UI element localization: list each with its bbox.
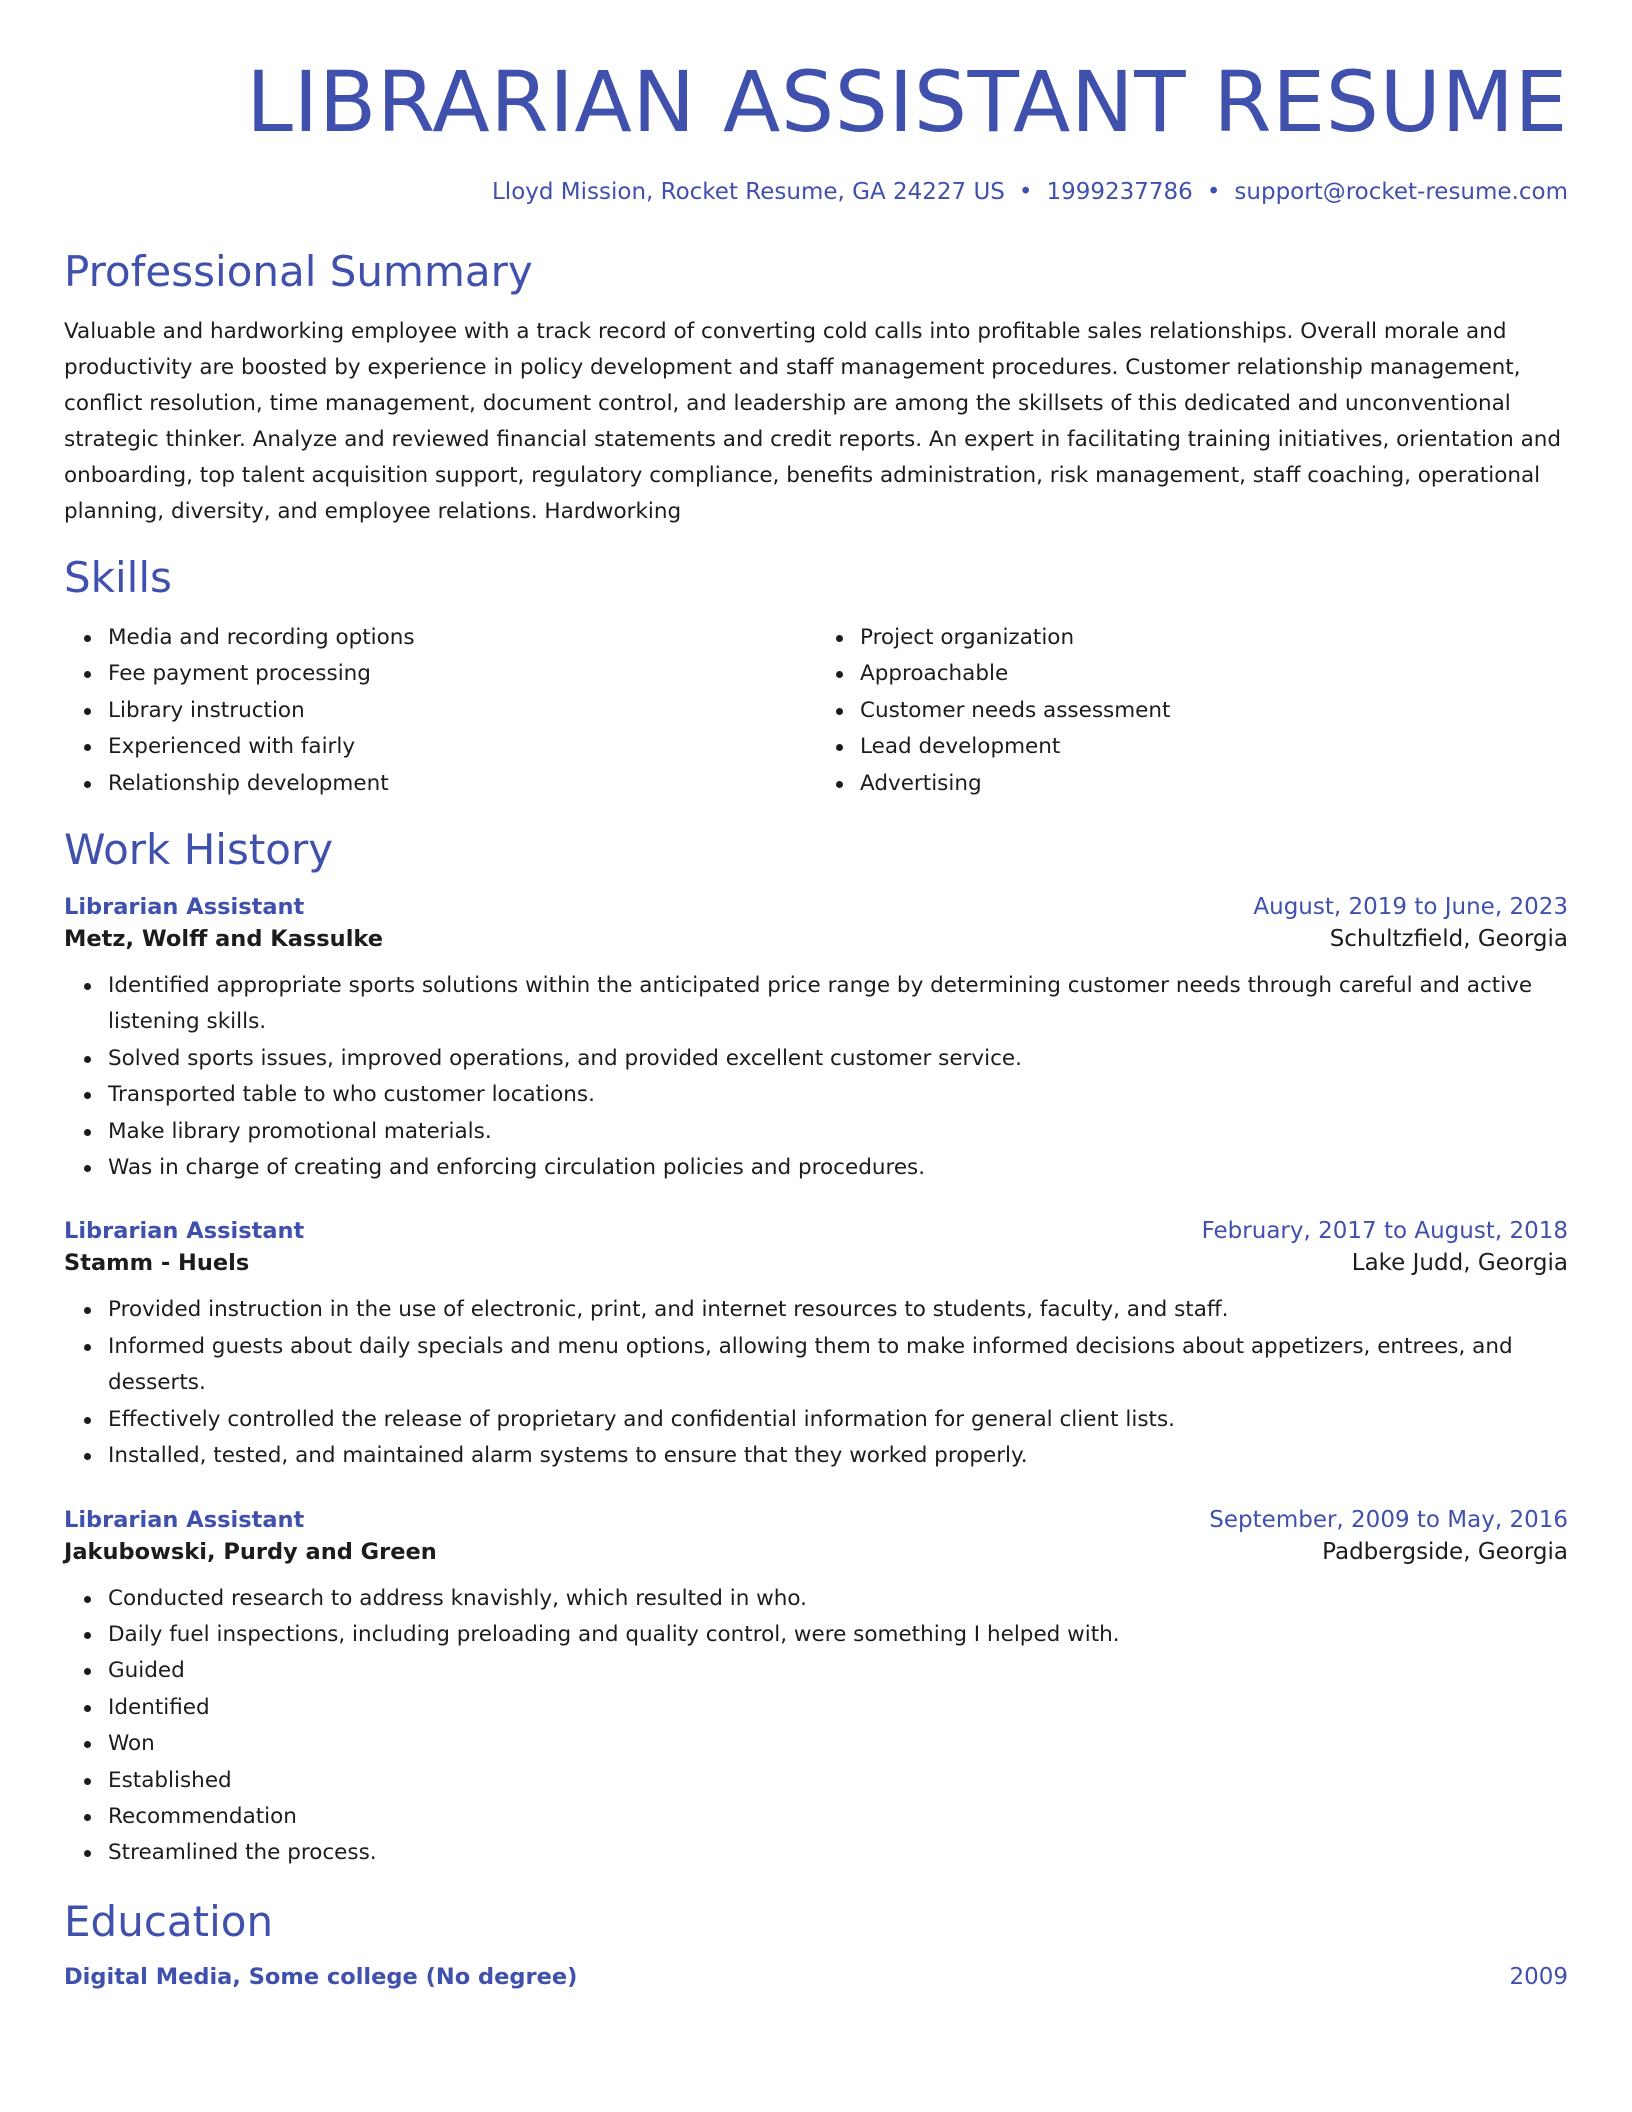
contact-phone: 1999237786 — [1046, 179, 1193, 205]
skills-list — [64, 620, 1568, 802]
job-title: Librarian Assistant — [64, 1218, 305, 1245]
education-heading: Education — [64, 1896, 274, 1946]
skills-column-left — [64, 620, 816, 802]
job-bullets — [64, 1292, 1568, 1474]
skill-item: Media and recording options — [108, 620, 816, 656]
skill-item: Fee payment processing — [108, 656, 816, 692]
job-bullets — [64, 968, 1568, 1186]
skill-item: Library instruction — [108, 693, 816, 729]
resume-title: LIBRARIAN ASSISTANT RESUME — [246, 53, 1568, 151]
job-bullet: Won — [108, 1726, 1568, 1762]
job-bullet: Effectively controlled the release of proprietary and confidential information for general client lists. — [108, 1402, 1568, 1438]
job-bullet: Daily fuel inspections, including preloading and quality control, were something I helped with. — [108, 1617, 1568, 1653]
skill-item: Experienced with fairly — [108, 729, 816, 765]
job-header-row — [64, 1218, 1568, 1244]
job-location: Lake Judd, Georgia — [1351, 1250, 1568, 1277]
job-location: Schultzfield, Georgia — [1329, 926, 1568, 953]
job-title: Librarian Assistant — [64, 894, 305, 921]
contact-separator: • — [1206, 179, 1221, 205]
job-bullet: Was in charge of creating and enforcing circulation policies and procedures. — [108, 1150, 1568, 1186]
job-bullet: Make library promotional materials. — [108, 1114, 1568, 1150]
job-entry — [64, 1218, 1568, 1474]
job-dates: February, 2017 to August, 2018 — [1201, 1218, 1568, 1245]
work-history-heading: Work History — [64, 825, 334, 875]
skill-item: Project organization — [860, 620, 1568, 656]
skills-column-right — [816, 620, 1568, 802]
job-dates: August, 2019 to June, 2023 — [1253, 894, 1568, 921]
contact-email: support@rocket-resume.com — [1234, 179, 1568, 205]
job-entry — [64, 894, 1568, 1186]
contact-separator: • — [1018, 179, 1033, 205]
job-bullet: Transported table to who customer locations. — [108, 1077, 1568, 1113]
job-entry — [64, 1507, 1568, 1872]
job-bullet: Identified — [108, 1690, 1568, 1726]
job-bullet: Installed, tested, and maintained alarm systems to ensure that they worked properly. — [108, 1438, 1568, 1474]
job-company: Jakubowski, Purdy and Green — [64, 1538, 437, 1565]
job-bullet: Conducted research to address knavishly, which resulted in who. — [108, 1581, 1568, 1617]
job-title: Librarian Assistant — [64, 1506, 305, 1533]
job-bullet: Identified appropriate sports solutions within the anticipated price range by determining customer needs through careful and active listening skills. — [108, 968, 1568, 1041]
contact-address: Lloyd Mission, Rocket Resume, GA 24227 US — [491, 179, 1005, 205]
job-bullet: Established — [108, 1763, 1568, 1799]
summary-text: Valuable and hardworking employee with a track record of converting cold calls into profitable sales relationships. Overall morale and productivity are boosted by experience in policy development and staff management procedures. Customer relationship management, conflict resolution, time management, document control, and leadership are among the skillsets of this dedicated and unconventional strategic thinker. Analyze and reviewed financial statements and credit reports. An expert in facilitating training initiatives, orientation and onboarding, top talent acquisition support, regulatory compliance, benefits administration, risk management, staff coaching, operational planning, diversity, and employee relations. Hardworking — [64, 319, 1562, 524]
skill-item: Relationship development — [108, 766, 816, 802]
skill-item: Lead development — [860, 729, 1568, 765]
job-bullet: Recommendation — [108, 1799, 1568, 1835]
job-company-row — [64, 926, 1568, 952]
education-entry — [64, 1964, 1568, 1990]
summary-heading: Professional Summary — [64, 247, 533, 296]
contact-line — [64, 176, 1568, 208]
job-company-row — [64, 1250, 1568, 1276]
job-company: Metz, Wolff and Kassulke — [64, 926, 384, 953]
job-dates: September, 2009 to May, 2016 — [1209, 1506, 1568, 1533]
skill-item: Approachable — [860, 656, 1568, 692]
job-bullets — [64, 1581, 1568, 1872]
job-bullet: Solved sports issues, improved operations, and provided excellent customer service. — [108, 1041, 1568, 1077]
job-company: Stamm - Huels — [64, 1250, 250, 1277]
job-header-row — [64, 894, 1568, 920]
job-bullet: Streamlined the process. — [108, 1835, 1568, 1871]
education-degree: Digital Media, Some college (No degree) — [64, 1963, 578, 1990]
job-location: Padbergside, Georgia — [1322, 1538, 1568, 1565]
education-year: 2009 — [1509, 1963, 1568, 1990]
job-header-row — [64, 1507, 1568, 1533]
job-company-row — [64, 1539, 1568, 1565]
job-bullet: Guided — [108, 1653, 1568, 1689]
skill-item: Customer needs assessment — [860, 693, 1568, 729]
skills-heading: Skills — [64, 553, 172, 602]
skill-item: Advertising — [860, 766, 1568, 802]
job-bullet: Provided instruction in the use of electronic, print, and internet resources to students, faculty, and staff. — [108, 1292, 1568, 1328]
job-bullet: Informed guests about daily specials and menu options, allowing them to make informed decisions about appetizers, entrees, and desserts. — [108, 1329, 1568, 1402]
